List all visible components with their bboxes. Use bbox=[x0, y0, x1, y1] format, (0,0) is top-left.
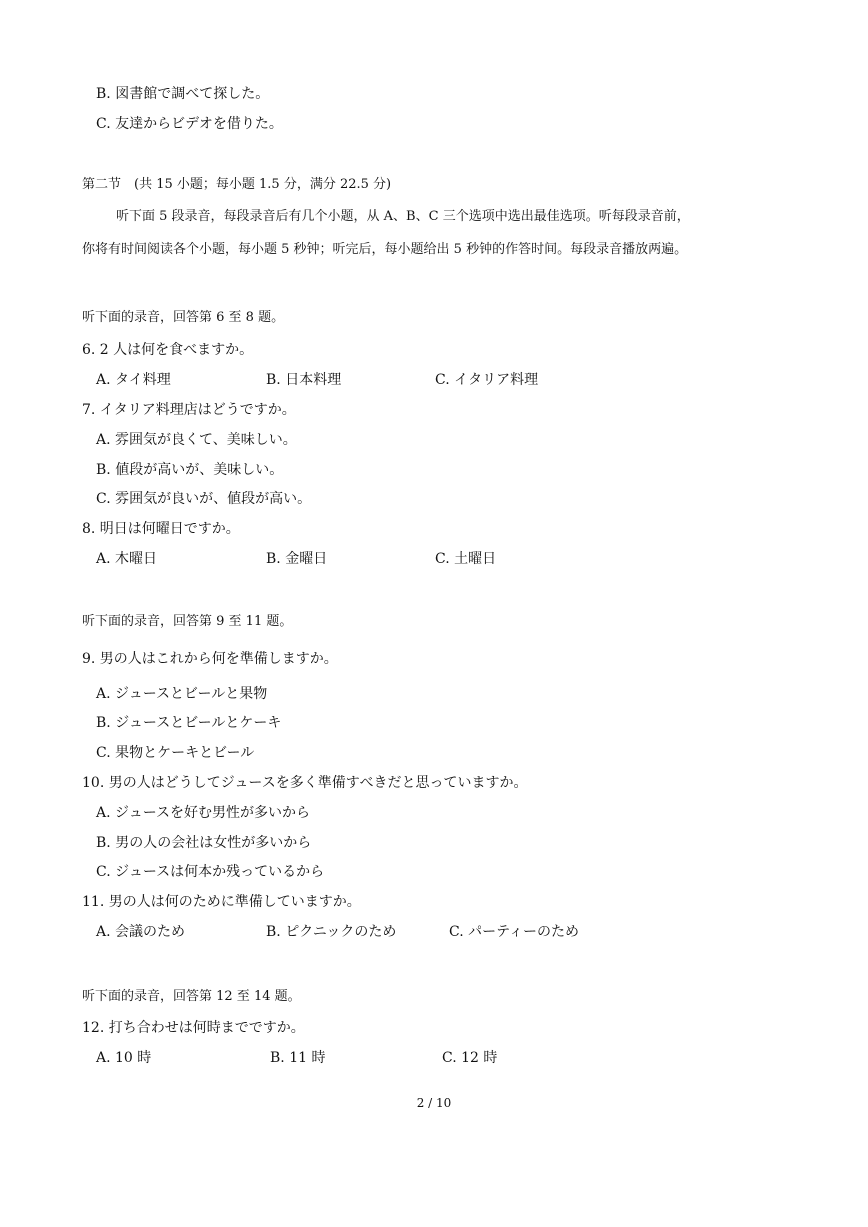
group-heading-12-14: 听下面的录音，回答第 12 至 14 题。 bbox=[82, 989, 301, 1004]
q9-option-a: A. ジュースとビールと果物 bbox=[96, 686, 268, 702]
question-10: 10. 男の人はどうしてジュースを多く準備すべきだと思っていますか。 bbox=[82, 775, 528, 791]
section-instructions-line1: 听下面 5 段录音，每段录音后有几个小题，从 A、B、C 三个选项中选出最佳选项。听每段录音前， bbox=[116, 209, 690, 224]
q12-option-b: B. 11 時 bbox=[270, 1050, 326, 1066]
question-8: 8. 明日は何曜日ですか。 bbox=[82, 521, 240, 537]
q8-option-c: C. 土曜日 bbox=[435, 551, 497, 567]
q10-option-c: C. ジュースは何本か残っているから bbox=[96, 864, 325, 880]
q6-option-c: C. イタリア料理 bbox=[435, 372, 539, 388]
page-number: 2 / 10 bbox=[416, 1096, 452, 1110]
q8-option-b: B. 金曜日 bbox=[266, 551, 328, 567]
q6-option-a: A. タイ料理 bbox=[96, 372, 171, 388]
q12-option-a: A. 10 時 bbox=[96, 1050, 152, 1066]
group-heading-9-11: 听下面的录音，回答第 9 至 11 题。 bbox=[82, 614, 293, 629]
q6-option-b: B. 日本料理 bbox=[266, 372, 342, 388]
q7-option-b: B. 値段が高いが、美味しい。 bbox=[96, 462, 284, 478]
group-heading-6-8: 听下面的录音，回答第 6 至 8 题。 bbox=[82, 310, 285, 325]
question-9: 9. 男の人はこれから何を準備しますか。 bbox=[82, 651, 338, 667]
q7-option-c: C. 雰囲気が良いが、値段が高い。 bbox=[96, 491, 312, 507]
q8-option-a: A. 木曜日 bbox=[96, 551, 158, 567]
option-previous-b: B. 図書館で調べて探した。 bbox=[96, 86, 270, 102]
q9-option-b: B. ジュースとビールとケーキ bbox=[96, 715, 282, 731]
q9-option-c: C. 果物とケーキとビール bbox=[96, 745, 255, 761]
q10-option-b: B. 男の人の会社は女性が多いから bbox=[96, 835, 312, 851]
q11-option-a: A. 会議のため bbox=[96, 924, 186, 940]
q11-option-b: B. ピクニックのため bbox=[266, 924, 397, 940]
q7-option-a: A. 雰囲気が良くて、美味しい。 bbox=[96, 432, 297, 448]
question-12: 12. 打ち合わせは何時までですか。 bbox=[82, 1020, 305, 1036]
question-11: 11. 男の人は何のために準備していますか。 bbox=[82, 894, 361, 910]
q10-option-a: A. ジュースを好む男性が多いから bbox=[96, 805, 311, 821]
question-6: 6. 2 人は何を食べますか。 bbox=[82, 342, 254, 358]
option-previous-c: C. 友達からビデオを借りた。 bbox=[96, 116, 283, 132]
question-7: 7. イタリア料理店はどうですか。 bbox=[82, 402, 296, 418]
section-instructions-line2: 你将有时间阅读各个小题，每小题 5 秒钟；听完后，每小题给出 5 秒钟的作答时间。每段录音播放两遍。 bbox=[82, 242, 688, 257]
q12-option-c: C. 12 時 bbox=[442, 1050, 498, 1066]
q11-option-c: C. パーティーのため bbox=[449, 924, 579, 940]
section-title: 第二节 (共 15 小题；每小题 1.5 分，满分 22.5 分) bbox=[82, 177, 392, 192]
